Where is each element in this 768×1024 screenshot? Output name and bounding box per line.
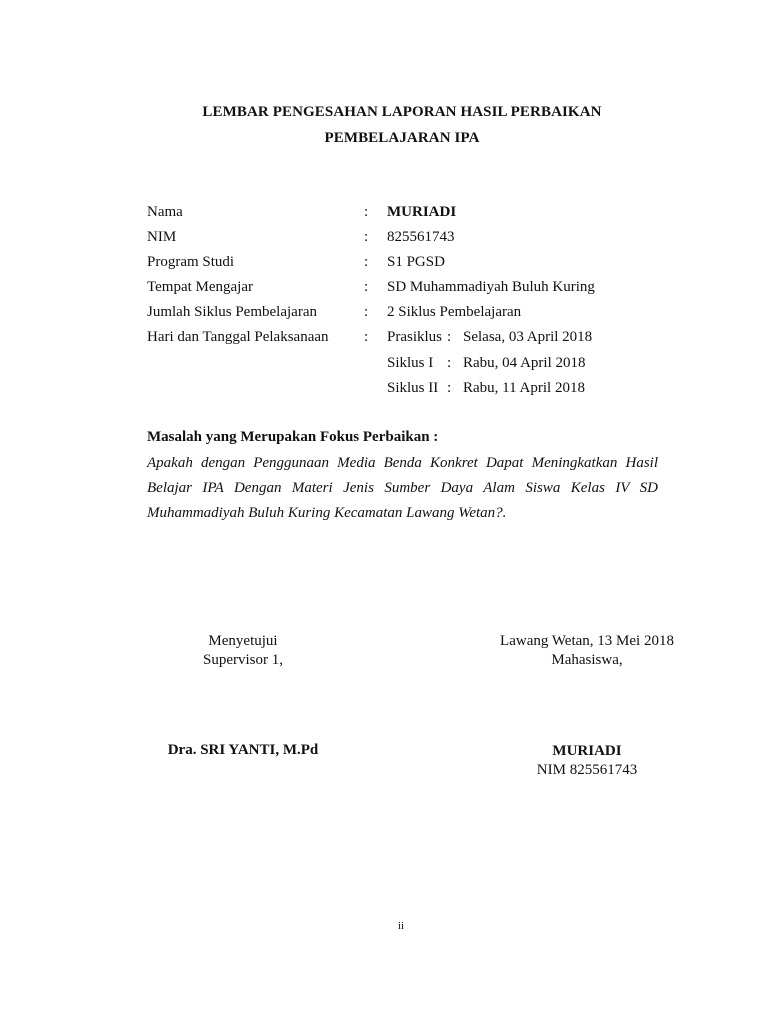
info-value: 2 Siklus Pembelajaran: [387, 304, 522, 320]
problem-heading: Masalah yang Merupakan Fokus Perbaikan :: [147, 429, 439, 445]
problem-text: Apakah dengan Penggunaan Media Benda Konkret Dapat Meningkatkan Hasil Belajar IPA Dengan Materi Jenis Sumber Daya Alam Siswa Kelas IV SD Muhammadiyah Buluh Kuring Kecamatan Lawang Wetan?.: [147, 455, 658, 521]
schedule-date: Rabu, 11 April 2018: [463, 380, 585, 396]
info-value: 825561743: [387, 229, 455, 245]
info-label: NIM: [147, 229, 177, 245]
schedule-name: Siklus I: [387, 355, 434, 371]
info-colon: :: [364, 229, 369, 245]
signature-block-supervisor: [165, 632, 321, 670]
info-label: Program Studi: [147, 254, 235, 270]
info-label: Nama: [147, 204, 183, 220]
schedule-name: Siklus II: [387, 380, 439, 396]
info-value: SD Muhammadiyah Buluh Kuring: [387, 279, 595, 295]
place-date: Lawang Wetan, 13 Mei 2018: [500, 633, 674, 649]
approval-label: Menyetujui: [208, 633, 278, 649]
info-value-name: MURIADI: [387, 204, 457, 220]
info-label: Jumlah Siklus Pembelajaran: [147, 304, 317, 320]
info-colon: :: [364, 329, 369, 345]
student-name: MURIADI: [552, 743, 622, 759]
student-role: Mahasiswa,: [551, 652, 623, 668]
document-title-line-1: LEMBAR PENGESAHAN LAPORAN HASIL PERBAIKAN: [202, 104, 602, 120]
info-label: Hari dan Tanggal Pelaksanaan: [147, 329, 329, 345]
supervisor-role: Supervisor 1,: [203, 652, 283, 668]
supervisor-name: Dra. SRI YANTI, M.Pd: [167, 742, 319, 758]
info-colon: :: [364, 204, 369, 220]
document-title-line-2: PEMBELAJARAN IPA: [324, 130, 480, 146]
schedule-colon: :: [447, 329, 452, 345]
info-colon: :: [364, 304, 369, 320]
page-number: ii: [397, 920, 405, 932]
info-colon: :: [364, 279, 369, 295]
schedule-colon: :: [447, 380, 452, 396]
schedule-colon: :: [447, 355, 452, 371]
info-value: S1 PGSD: [387, 254, 445, 270]
schedule-name: Prasiklus: [387, 329, 443, 345]
info-colon: :: [364, 254, 369, 270]
schedule-date: Selasa, 03 April 2018: [463, 329, 593, 345]
student-nim: NIM 825561743: [536, 762, 638, 778]
info-label: Tempat Mengajar: [147, 279, 253, 295]
signature-block-student: [485, 632, 689, 670]
schedule-date: Rabu, 04 April 2018: [463, 355, 586, 371]
student-signature-name: [487, 742, 687, 780]
